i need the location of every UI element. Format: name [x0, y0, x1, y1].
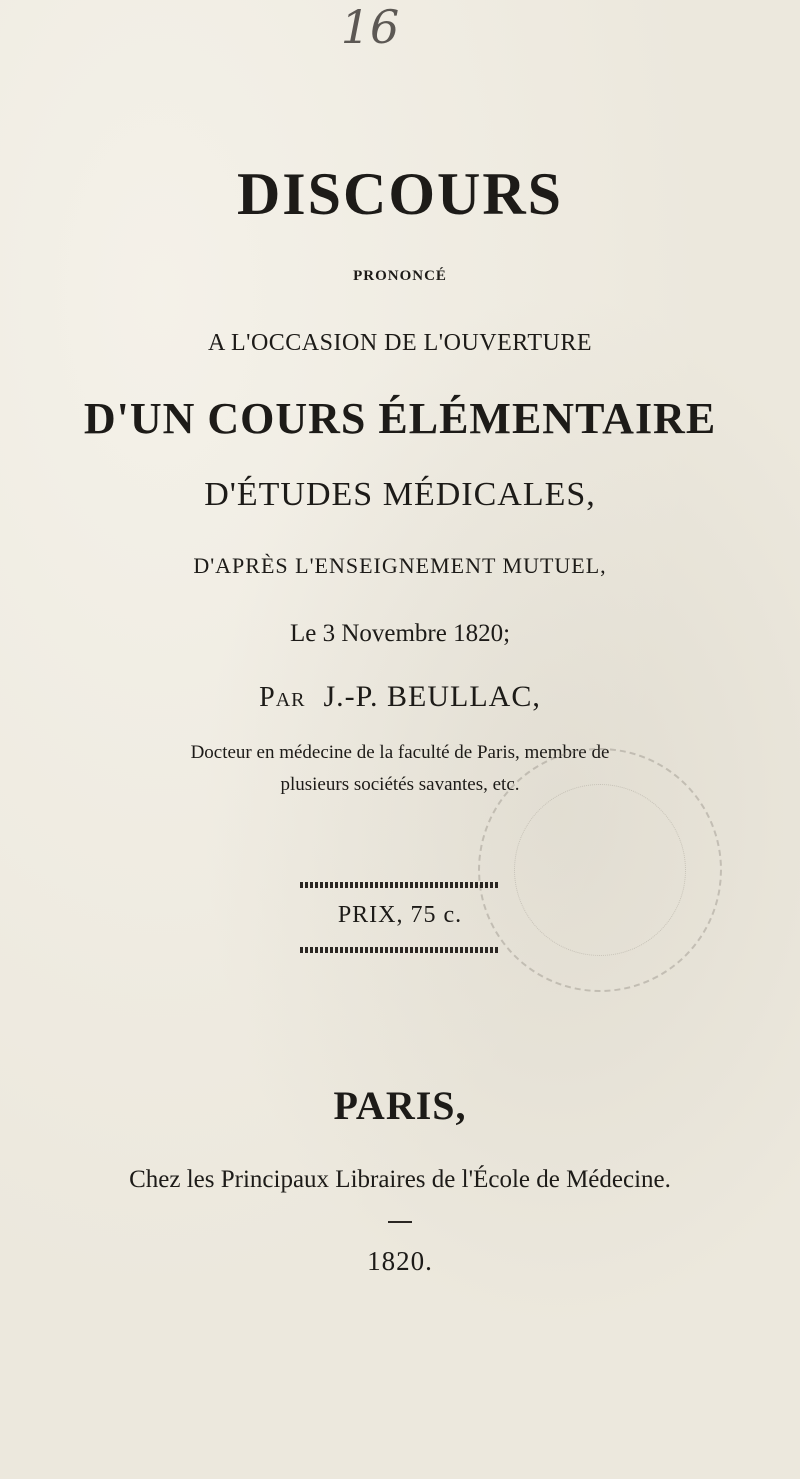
ornamental-rule-bottom	[300, 947, 500, 953]
title-enseignement-mutuel: D'APRÈS L'ENSEIGNEMENT MUTUEL,	[193, 553, 607, 578]
imprint-publisher: Chez les Principaux Libraires de l'École de Médecine.	[129, 1166, 671, 1193]
author-name: J.-P. BEULLAC,	[323, 680, 541, 713]
imprint-year: 1820.	[367, 1246, 433, 1276]
short-divider	[388, 1221, 412, 1223]
imprint-city: PARIS,	[333, 1083, 467, 1128]
ornamental-rule-top	[300, 882, 500, 888]
author-prefix: Par	[259, 682, 306, 713]
title-etudes-medicales: D'ÉTUDES MÉDICALES,	[204, 476, 596, 513]
title-occasion: A L'OCCASION DE L'OUVERTURE	[207, 330, 593, 356]
lecture-date: Le 3 Novembre 1820;	[289, 620, 511, 647]
title-cours-elementaire: D'UN COURS ÉLÉMENTAIRE	[83, 394, 717, 443]
library-stamp-inner	[514, 784, 686, 956]
author-credentials-line1: Docteur en médecine de la faculté de Paris, membre de	[190, 742, 610, 763]
author-line	[0, 680, 800, 714]
author-credentials-line2: plusieurs sociétés savantes, etc.	[280, 774, 520, 795]
title-discours: DISCOURS	[236, 161, 564, 227]
title-prononce: PRONONCÉ	[353, 268, 447, 284]
handwritten-page-mark: 16	[340, 0, 400, 54]
price: PRIX, 75 c.	[337, 902, 463, 928]
